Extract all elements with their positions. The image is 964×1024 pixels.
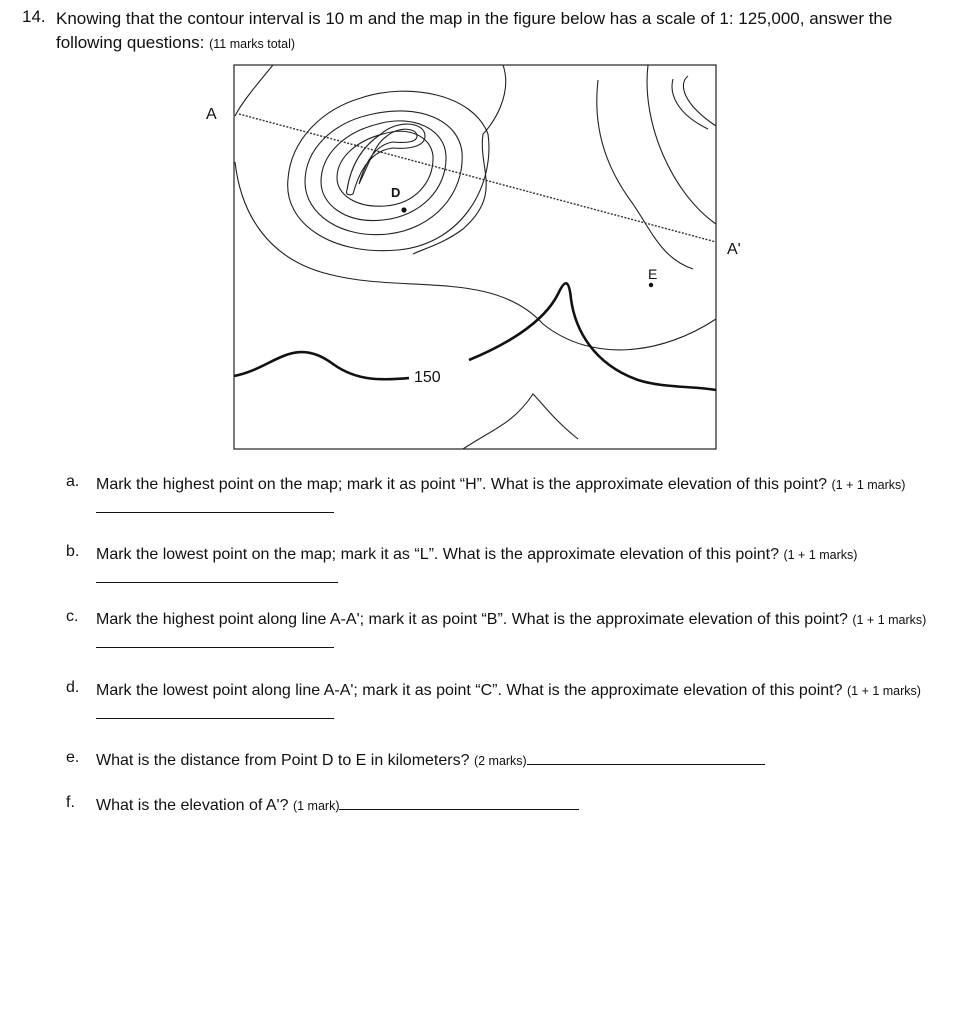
answer-blank[interactable]: [96, 704, 334, 719]
sub-question-marks: (1 + 1 marks): [783, 548, 858, 562]
sub-question-marks: (1 + 1 marks): [831, 478, 906, 492]
sub-question-marks: (1 mark): [292, 799, 340, 813]
sub-question-letter: b.: [66, 543, 80, 560]
sub-question-letter: d.: [66, 679, 80, 696]
sub-question-letter: e.: [66, 749, 80, 766]
topographic-map: [233, 64, 717, 450]
contour-line: [672, 79, 708, 129]
sub-question-text: Mark the lowest point along line A-A'; mark it as point “C”. What is the approximate elevation of this point?: [96, 682, 843, 699]
sub-question-body: [96, 543, 941, 590]
contour-line: [463, 394, 578, 449]
contour-line: [597, 80, 693, 269]
contour-line: [235, 65, 273, 116]
answer-blank[interactable]: [527, 750, 765, 765]
answer-blank[interactable]: [339, 795, 579, 810]
sub-question-text: Mark the lowest point on the map; mark it as “L”. What is the approximate elevation of this point?: [96, 546, 779, 563]
contour-line: [359, 129, 417, 184]
question-prompt: Knowing that the contour interval is 10 m and the map in the figure below has a scale of 1: 125,000, answer the following questions:: [56, 9, 893, 52]
map-border: [234, 65, 716, 449]
contour-line: [346, 124, 425, 195]
sub-question-body: [96, 679, 941, 726]
label-a-prime: A': [727, 241, 741, 258]
sub-question-text: What is the distance from Point D to E in kilometers?: [96, 752, 470, 769]
point-e-marker: [649, 283, 653, 287]
label-d: D: [391, 185, 401, 200]
label-e: E: [648, 266, 658, 282]
answer-blank[interactable]: [96, 633, 334, 648]
contour-line: [305, 111, 462, 235]
contour-label-150: 150: [414, 369, 441, 386]
sub-question-body: [96, 473, 941, 520]
answer-blank[interactable]: [96, 568, 338, 583]
question-text: [56, 7, 946, 56]
sub-question-body: [96, 608, 941, 655]
index-contour-150: [469, 283, 716, 390]
contour-line: [235, 162, 716, 350]
sub-question-text: Mark the highest point along line A-A'; mark it as point “B”. What is the approximate elevation of this point?: [96, 611, 848, 628]
sub-question-text: What is the elevation of A'?: [96, 797, 289, 814]
point-d-marker: [401, 207, 406, 212]
sub-question-marks: (1 + 1 marks): [852, 613, 927, 627]
sub-question-marks: (1 + 1 marks): [846, 684, 921, 698]
sub-question-body: [96, 794, 941, 818]
index-contour-150: [234, 352, 409, 379]
question-total-marks: (11 marks total): [209, 37, 296, 51]
sub-question-letter: a.: [66, 473, 80, 490]
contour-line: [647, 65, 716, 224]
question-number: 14.: [22, 7, 46, 26]
sub-question-body: [96, 749, 941, 773]
sub-question-text: Mark the highest point on the map; mark it as point “H”. What is the approximate elevation of this point?: [96, 476, 828, 493]
sub-question-marks: (2 marks): [473, 754, 527, 768]
answer-blank[interactable]: [96, 498, 334, 513]
label-a: A: [206, 106, 217, 123]
sub-question-letter: f.: [66, 794, 75, 811]
contour-line: [683, 76, 716, 126]
contour-line: [288, 91, 489, 251]
sub-question-letter: c.: [66, 608, 79, 625]
